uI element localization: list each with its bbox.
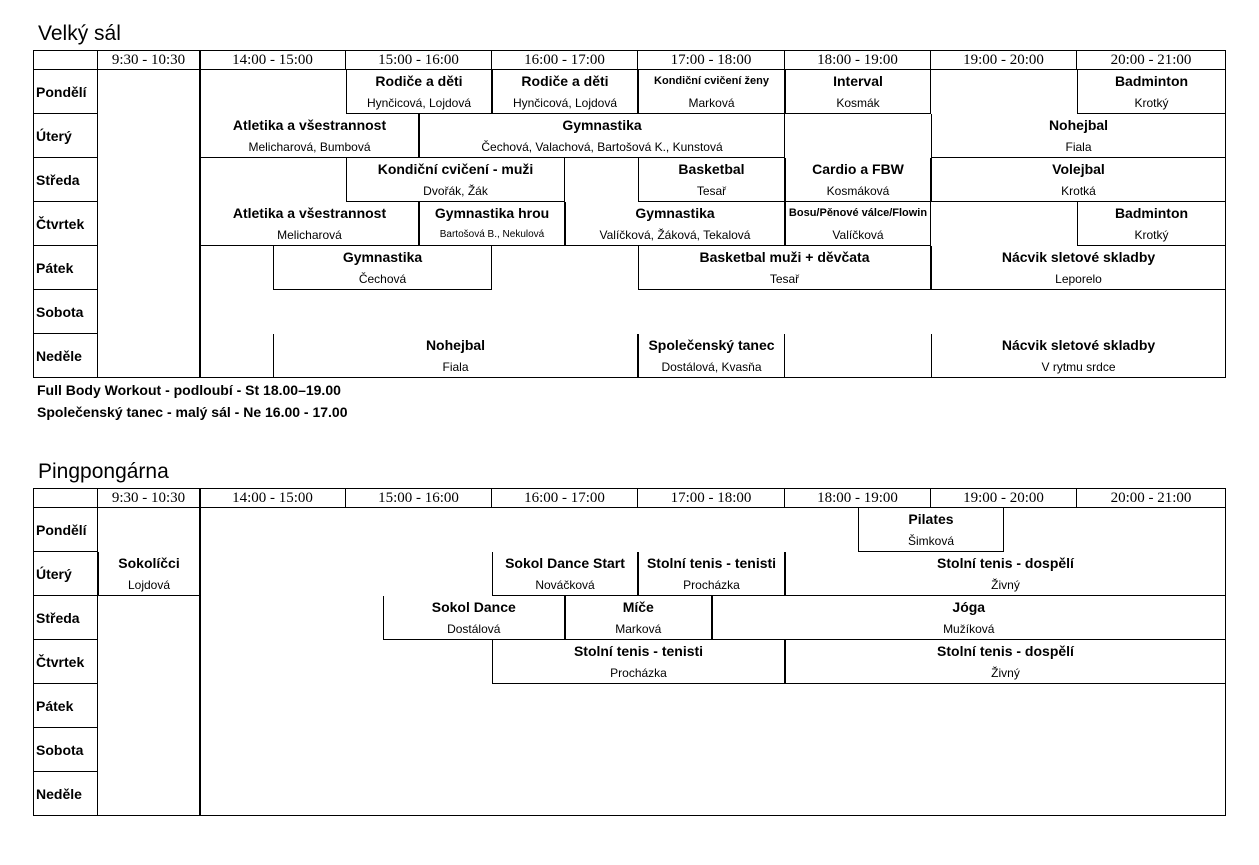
event-title: Kondiční cvičení ženy — [654, 75, 769, 87]
event-title: Sokol Dance — [431, 599, 516, 615]
event-trainer: Tesař — [769, 272, 800, 286]
time-slot-header: 14:00 - 15:00 — [200, 50, 346, 70]
event-title: Gymnastika — [635, 205, 715, 221]
time-slot-header: 16:00 - 17:00 — [492, 50, 638, 70]
event-trainer: Marková — [615, 622, 662, 636]
event-trainer: Lojdová — [127, 578, 171, 592]
event-title: Bosu/Pěnové válce/Flowin — [788, 207, 928, 219]
event-trainer: Hynčicová, Lojdová — [366, 96, 472, 110]
schedule-event — [931, 246, 1226, 290]
event-title: Pilates — [908, 511, 954, 527]
schedule-event — [273, 246, 492, 290]
event-title: Nohejbal — [1048, 117, 1109, 133]
event-title: Badminton — [1114, 73, 1189, 89]
schedule-event — [565, 596, 712, 640]
event-trainer: Mužíková — [943, 622, 995, 636]
day-label: Neděle — [33, 334, 98, 378]
schedule-event — [383, 596, 566, 640]
day-label: Sobota — [33, 728, 98, 772]
event-trainer: Fiala — [1065, 140, 1092, 154]
event-trainer: Dostálová — [447, 622, 501, 636]
event-title: Kondiční cvičení - muži — [377, 161, 534, 177]
event-trainer: V rytmu srdce — [1041, 360, 1116, 374]
day-label: Čtvrtek — [33, 640, 98, 684]
event-title: Volejbal — [1052, 161, 1105, 177]
event-trainer: Fiala — [442, 360, 469, 374]
schedule-event — [638, 70, 785, 114]
event-title: Basketbal muži + děvčata — [699, 249, 870, 265]
header-corner — [33, 488, 98, 508]
event-title: Nácvik sletové skladby — [1001, 249, 1156, 265]
event-title: Atletika a všestrannost — [232, 205, 387, 221]
event-title: Basketbal — [678, 161, 745, 177]
event-title: Atletika a všestrannost — [232, 117, 387, 133]
event-title: Stolní tenis - tenisti — [573, 643, 704, 659]
schedule-event — [492, 70, 638, 114]
event-title: Cardio a FBW — [812, 161, 904, 177]
schedule-event — [638, 552, 785, 596]
schedule-event — [931, 334, 1226, 378]
event-trainer: Živný — [991, 666, 1020, 680]
event-trainer: Valíčková, Žáková, Tekalová — [599, 228, 751, 242]
event-trainer: Kosmáková — [826, 184, 890, 198]
event-trainer: Šimková — [907, 534, 954, 548]
event-title: Jóga — [952, 599, 986, 615]
time-slot-header: 19:00 - 20:00 — [931, 488, 1077, 508]
event-trainer: Dvořák, Žák — [423, 184, 488, 198]
schedule-event — [785, 158, 931, 202]
event-trainer: Leporelo — [1055, 272, 1102, 286]
day-label: Pátek — [33, 684, 98, 728]
event-title: Sokol Dance Start — [505, 555, 625, 571]
schedule-event — [565, 202, 785, 246]
day-label: Středa — [33, 596, 98, 640]
schedule-event — [273, 334, 638, 378]
schedule-table-velky-sal — [33, 50, 1226, 380]
day-label: Sobota — [33, 290, 98, 334]
schedule-event — [931, 114, 1226, 158]
schedule-event — [346, 158, 565, 202]
schedule-event — [419, 114, 785, 158]
schedule-event — [200, 114, 419, 158]
event-title: Stolní tenis - dospělí — [937, 555, 1074, 571]
time-slot-header: 18:00 - 19:00 — [785, 50, 931, 70]
event-title: Rodiče a děti — [375, 73, 463, 89]
event-title: Rodiče a děti — [521, 73, 609, 89]
event-title: Gymnastika hrou — [434, 205, 550, 221]
header-corner — [33, 50, 98, 70]
day-label: Neděle — [33, 772, 98, 816]
time-slot-header: 9:30 - 10:30 — [98, 488, 200, 508]
event-trainer: Čechová, Valachová, Bartošová K., Kunstová — [481, 140, 723, 154]
event-trainer: Valíčková — [832, 228, 884, 242]
schedule-event — [638, 334, 785, 378]
schedule-event — [785, 70, 931, 114]
event-trainer: Procházka — [610, 666, 667, 680]
event-trainer: Marková — [688, 96, 735, 110]
event-trainer: Melicharová — [277, 228, 342, 242]
time-slot-header: 17:00 - 18:00 — [638, 488, 785, 508]
time-slot-header: 20:00 - 21:00 — [1077, 488, 1226, 508]
note-line: Full Body Workout - podloubí - St 18.00–19.00 — [37, 382, 341, 398]
event-trainer: Hynčicová, Lojdová — [512, 96, 618, 110]
event-trainer: Kosmák — [836, 96, 880, 110]
time-slot-header: 19:00 - 20:00 — [931, 50, 1077, 70]
event-title: Badminton — [1114, 205, 1189, 221]
schedule-event — [712, 596, 1227, 640]
schedule-event — [1077, 202, 1226, 246]
event-trainer: Nováčková — [535, 578, 595, 592]
event-title: Nohejbal — [425, 337, 486, 353]
day-label: Pondělí — [33, 70, 98, 114]
event-title: Stolní tenis - tenisti — [646, 555, 777, 571]
event-trainer: Procházka — [683, 578, 740, 592]
section-title-pingpongarna: Pingpongárna — [38, 460, 169, 483]
event-trainer: Krotká — [1061, 184, 1096, 198]
schedule-event — [1077, 70, 1226, 114]
schedule-event — [785, 552, 1226, 596]
event-trainer: Melicharová, Bumbová — [248, 140, 371, 154]
schedule-event — [858, 508, 1004, 552]
time-slot-header: 15:00 - 16:00 — [346, 50, 492, 70]
event-trainer: Krotký — [1134, 96, 1169, 110]
time-slot-header: 16:00 - 17:00 — [492, 488, 638, 508]
event-trainer: Čechová — [358, 272, 407, 286]
schedule-event — [931, 158, 1226, 202]
event-trainer: Krotký — [1134, 228, 1169, 242]
day-label: Středa — [33, 158, 98, 202]
schedule-event — [785, 640, 1226, 684]
column-separator — [199, 50, 201, 378]
day-label: Úterý — [33, 114, 98, 158]
event-title: Gymnastika — [562, 117, 642, 133]
event-trainer: Tesař — [696, 184, 727, 198]
event-trainer: Živný — [991, 578, 1020, 592]
schedule-event — [492, 640, 785, 684]
event-trainer: Dostálová, Kvasňa — [661, 360, 762, 374]
schedule-table-pingpongarna — [33, 488, 1226, 818]
time-slot-header: 18:00 - 19:00 — [785, 488, 931, 508]
event-title: Sokolíčci — [118, 555, 180, 571]
time-slot-header: 17:00 - 18:00 — [638, 50, 785, 70]
time-slot-header: 15:00 - 16:00 — [346, 488, 492, 508]
event-trainer: Bartošová B., Nekulová — [439, 229, 545, 240]
day-label: Pátek — [33, 246, 98, 290]
day-label: Čtvrtek — [33, 202, 98, 246]
event-title: Stolní tenis - dospělí — [937, 643, 1074, 659]
event-title: Nácvik sletové skladby — [1001, 337, 1156, 353]
event-title: Míče — [622, 599, 654, 615]
time-slot-header: 14:00 - 15:00 — [200, 488, 346, 508]
schedule-event — [419, 202, 565, 246]
time-slot-header: 9:30 - 10:30 — [98, 50, 200, 70]
schedule-event — [638, 158, 785, 202]
column-separator — [199, 488, 201, 816]
event-title: Interval — [833, 73, 883, 89]
schedule-event — [638, 246, 931, 290]
schedule-event — [346, 70, 492, 114]
schedule-event — [98, 552, 200, 596]
note-line: Společenský tanec - malý sál - Ne 16.00 - 17.00 — [37, 404, 348, 420]
event-title: Gymnastika — [342, 249, 423, 265]
schedule-event — [785, 202, 931, 246]
time-slot-header: 20:00 - 21:00 — [1077, 50, 1226, 70]
section-title-velky-sal: Velký sál — [38, 22, 121, 45]
day-label: Pondělí — [33, 508, 98, 552]
event-title: Společenský tanec — [648, 337, 775, 353]
schedule-event — [200, 202, 419, 246]
schedule-event — [492, 552, 638, 596]
day-label: Úterý — [33, 552, 98, 596]
